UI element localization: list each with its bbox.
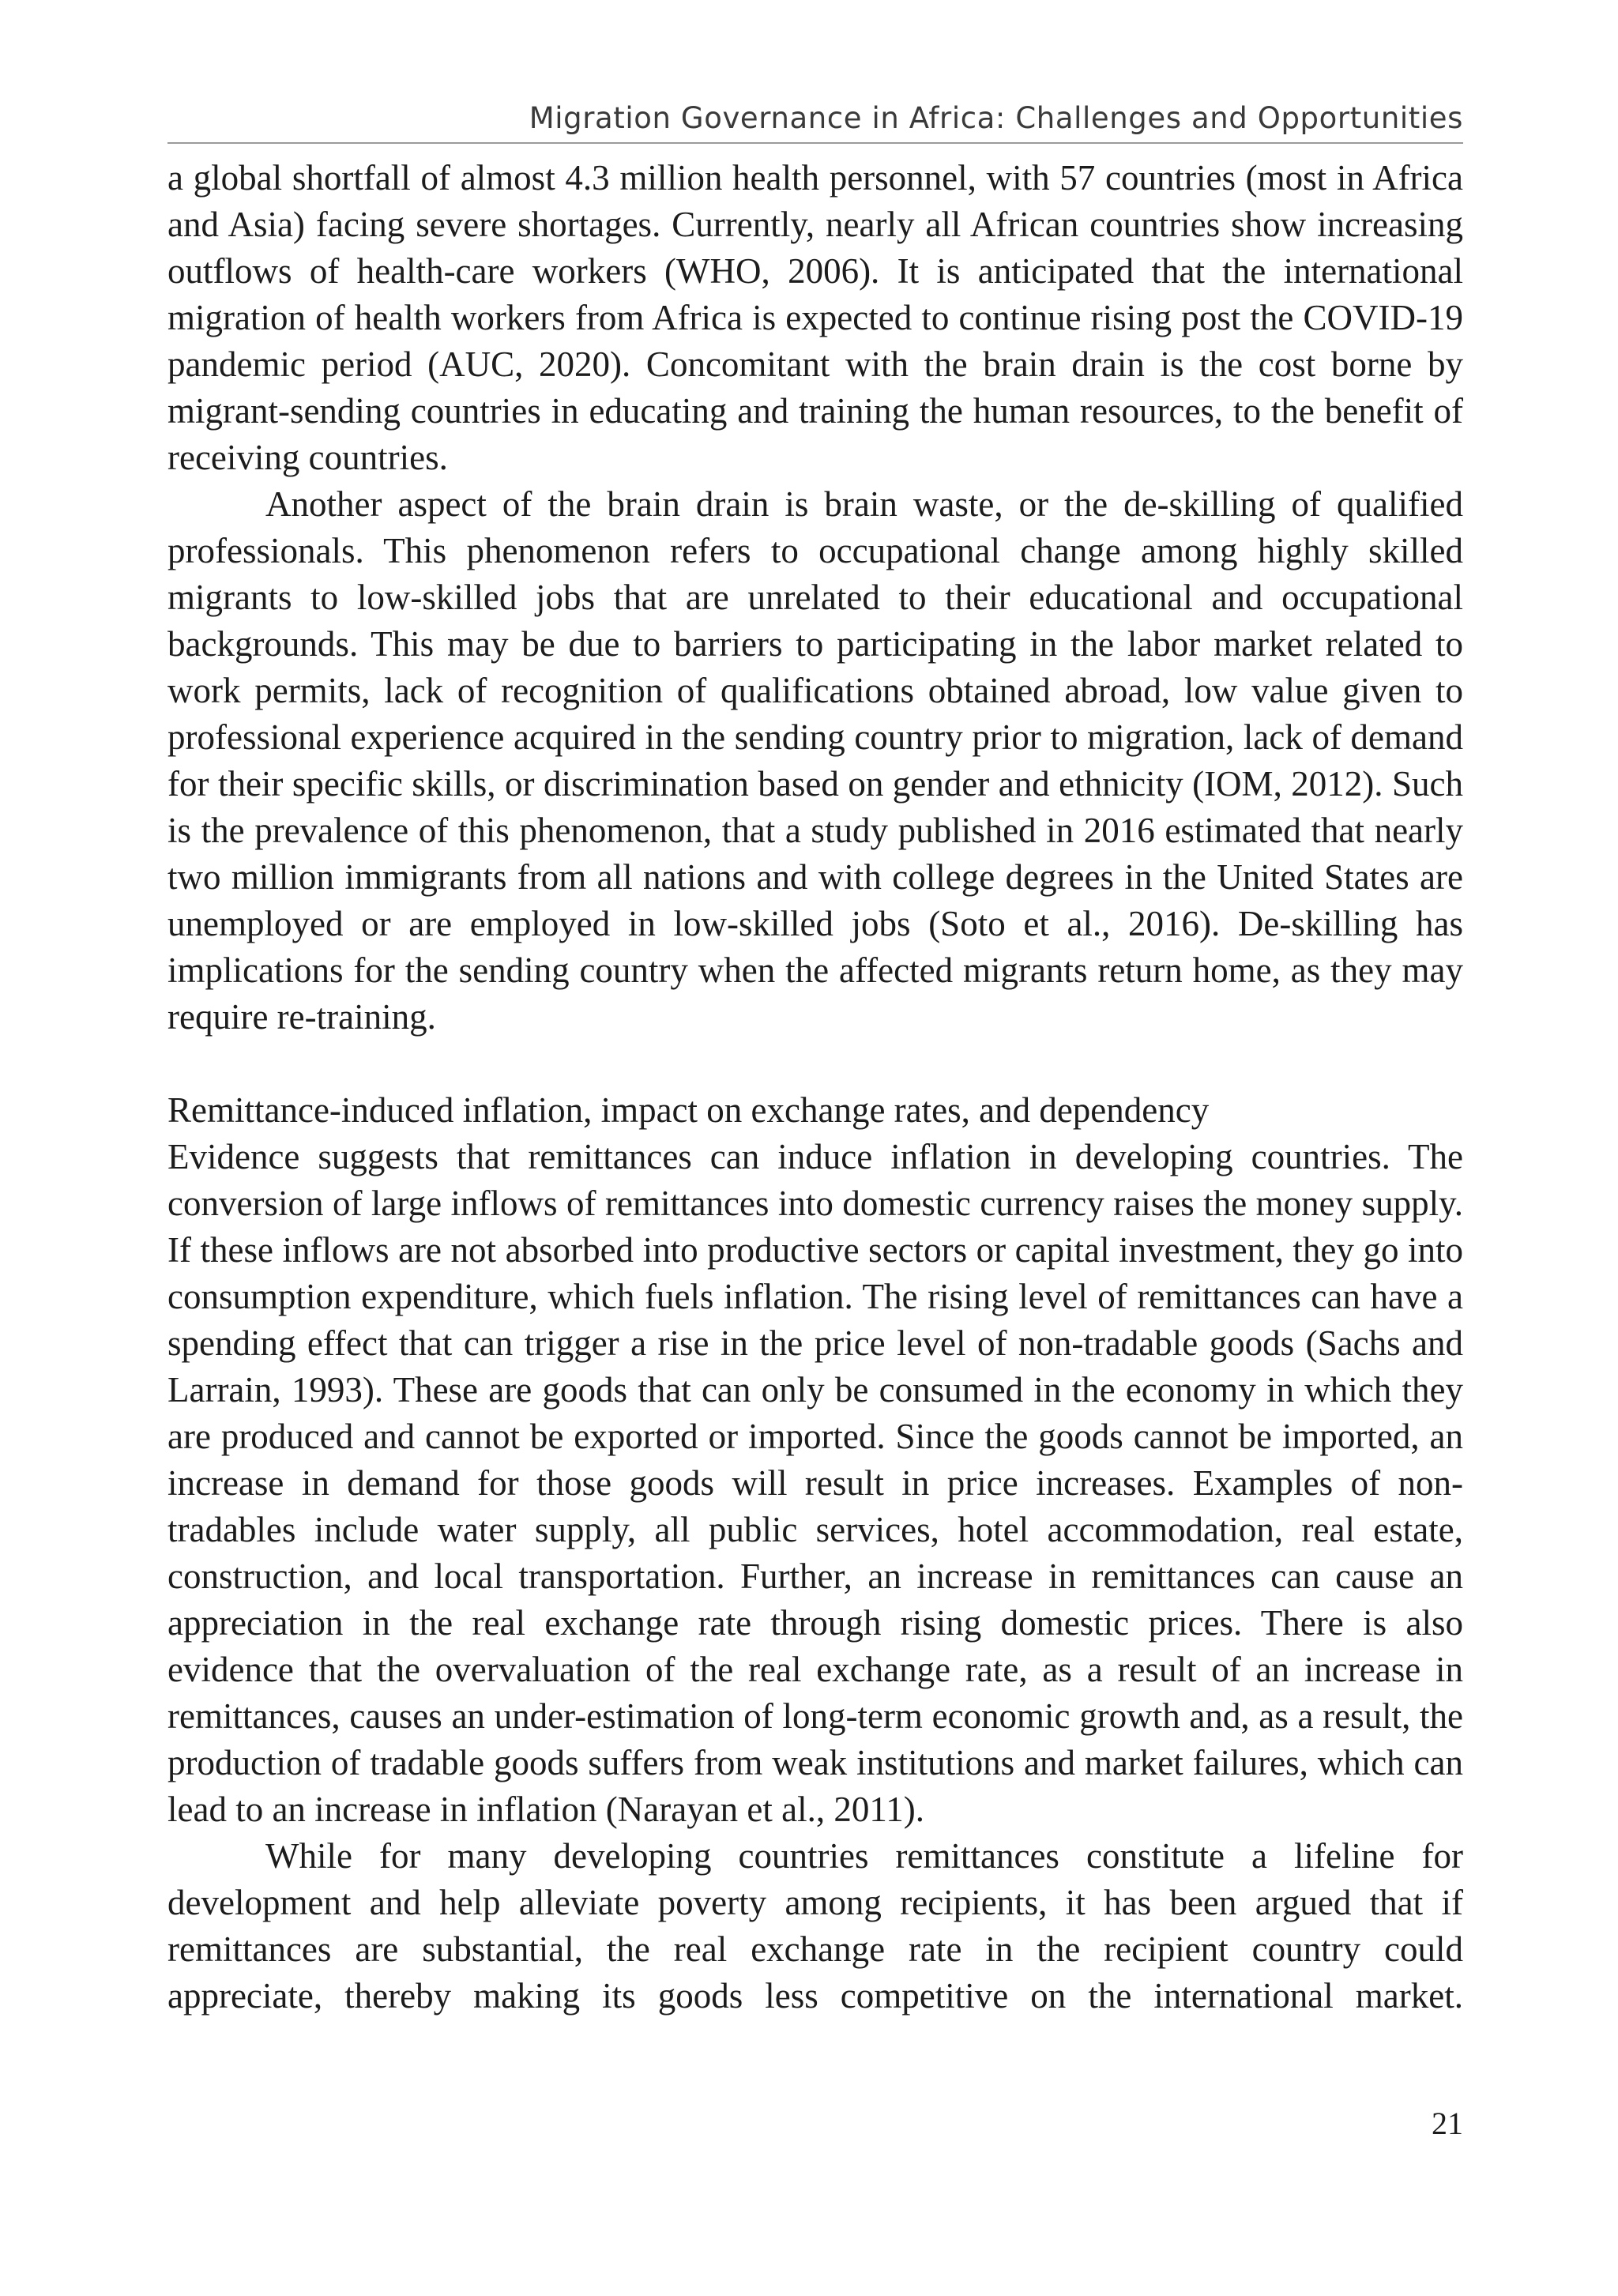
body-text (167, 155, 1463, 2019)
header-rule (167, 142, 1463, 144)
paragraph-remittance-inflation: Evidence suggests that remittances can induce inflation in developing countries. The conversion of large inflows of remittances into domestic currency raises the money supply. If these inflows are not absorbed into productive sectors or capital investment, they go into consumption expenditure, which fuels inflation. The rising level of remittances can have a spending effect that can trigger a rise in the price level of non-tradable goods (Sachs and Larrain, 1993). These are goods that can only be consumed in the economy in which they are produced and cannot be exported or imported. Since the goods cannot be imported, an increase in demand for those goods will result in price increases. Examples of non-tradables include water supply, all public services, hotel accommodation, real estate, construction, and local transportation. Further, an increase in remittances can cause an appreciation in the real exchange rate through rising domestic prices. There is also evidence that the overvaluation of the real exchange rate, as a result of an increase in remittances, causes an under-estimation of long-term economic growth and, as a result, the production of tradable goods suffers from weak institutions and market failures, which can lead to an increase in inflation (Narayan et al., 2011). (167, 1137, 1463, 1829)
paragraph-brain-waste: Another aspect of the brain drain is brain waste, or the de-skilling of qualified professionals. This phenomenon refers to occupational change among highly skilled migrants to low-skilled jobs that are unrelated to their educational and occupational backgrounds. This may be due to barriers to participating in the labor market related to work permits, lack of recognition of qualifications obtained abroad, low value given to professional experience acquired in the sending country prior to migration, lack of demand for their specific skills, or discrimination based on gender and ethnicity (IOM, 2012). Such is the prevalence of this phenomenon, that a study published in 2016 estimated that nearly two million immigrants from all nations and with college degrees in the United States are unemployed or are employed in low-skilled jobs (Soto et al., 2016). De-skilling has implications for the sending country when the affected migrants return home, as they may require re-training. (167, 484, 1463, 1037)
paragraph-brain-drain-cost: a global shortfall of almost 4.3 million health personnel, with 57 countries (most in Africa and Asia) facing severe shortages. Currently, nearly all African countries show increasing outflows of health-care workers (WHO, 2006). It is anticipated that the international migration of health workers from Africa is expected to continue rising post the COVID-19 pandemic period (AUC, 2020). Concomitant with the brain drain is the cost borne by migrant-sending countries in educating and training the human resources, to the benefit of receiving countries. (167, 158, 1463, 477)
page-number: 21 (1432, 2106, 1463, 2141)
paragraph-exchange-rate: While for many developing countries remittances constitute a lifeline for development and help alleviate poverty among recipients, it has been argued that if remittances are substantial, the real exchange rate in the recipient country could appreciate, thereby making its goods less competitive on the international market. (167, 1836, 1463, 2016)
running-header: Migration Governance in Africa: Challenges and Opportunities (529, 101, 1463, 135)
section-heading: Remittance-induced inflation, impact on exchange rates, and dependency (167, 1090, 1210, 1130)
